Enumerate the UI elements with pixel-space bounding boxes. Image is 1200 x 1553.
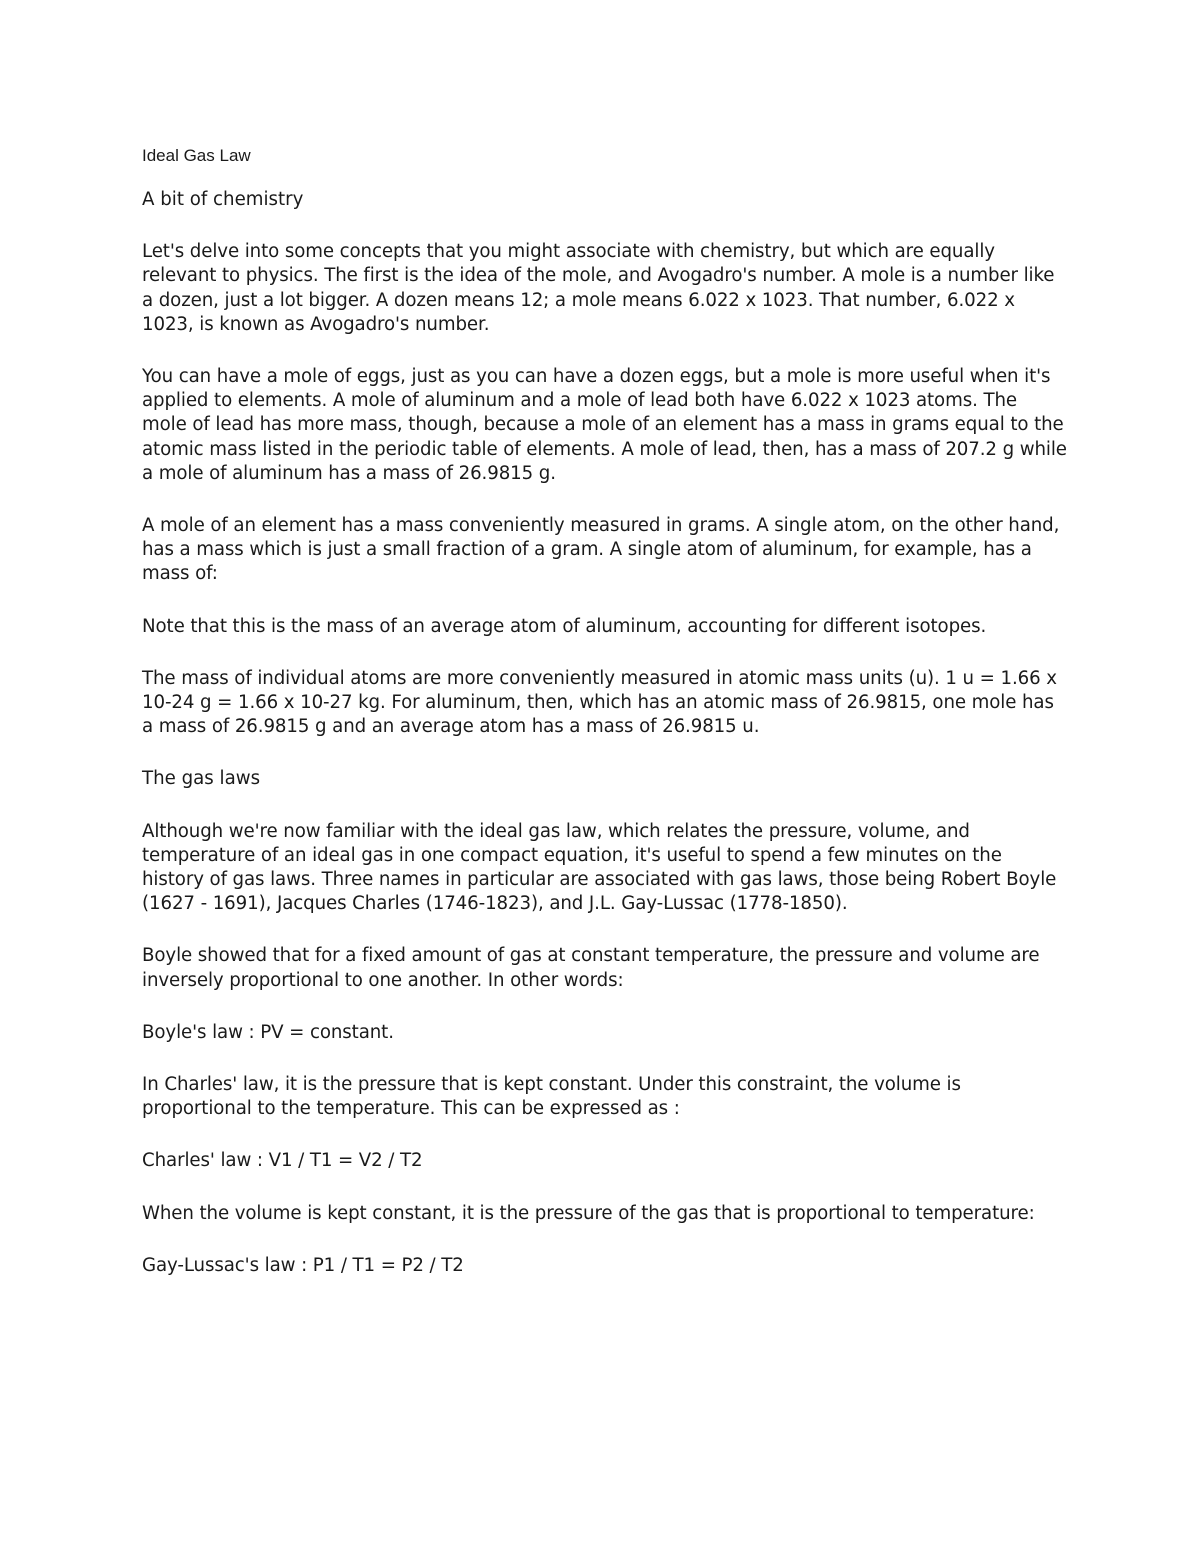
paragraph-atomic-mass-units: The mass of individual atoms are more conveniently measured in atomic mass units (u). 1 u = 1.66 x 10-24 g = 1.66 x 10-27 kg. For aluminum, then, which has an atomic mass of 26.9815, one mole has a mass of 26.9815 g and an average atom has a mass of 26.9815 u. <box>142 667 1057 738</box>
paragraph-mole-eggs: You can have a mole of eggs, just as you can have a dozen eggs, but a mole is more useful when it's applied to elements. A mole of aluminum and a mole of lead both have 6.022 x 1023 atoms. The mole of lead has more mass, though, because a mole of an element has a mass in grams equal to the atomic mass listed in the periodic table of elements. A mole of lead, then, has a mass of 207.2 g while a mole of aluminum has a mass of 26.9815 g. <box>142 366 1067 484</box>
equation-boyle-law: Boyle's law : PV = constant. <box>142 1021 394 1043</box>
document-title: Ideal Gas Law <box>142 146 251 165</box>
equation-gay-lussac-law: Gay-Lussac's law : P1 / T1 = P2 / T2 <box>142 1254 464 1276</box>
section-heading-chemistry: A bit of chemistry <box>142 189 304 210</box>
paragraph-gas-law-history: Although we're now familiar with the ideal gas law, which relates the pressure, volume, and temperature of an ideal gas in one compact equation, it's useful to spend a few minutes on the history of gas laws. Three names in particular are associated with gas laws, those being Robert Boyle (1627 - 1691), Jacques Charles (1746-1823), and J.L. Gay-Lussac (1778-1850). <box>142 820 1057 915</box>
paragraph-isotopes-note: Note that this is the mass of an average atom of aluminum, accounting for different isotopes. <box>142 615 987 637</box>
paragraph-atom-mass: A mole of an element has a mass conveniently measured in grams. A single atom, on the other hand, has a mass which is just a small fraction of a gram. A single atom of aluminum, for example, has a mass of: <box>142 515 1060 585</box>
section-heading-gas-laws: The gas laws <box>142 768 261 790</box>
document-page <box>142 140 1067 1306</box>
paragraph-boyle: Boyle showed that for a fixed amount of gas at constant temperature, the pressure and volume are inversely proportional to one another. In other words: <box>142 945 1040 991</box>
paragraph-gay-lussac: When the volume is kept constant, it is the pressure of the gas that is proportional to temperature: <box>142 1202 1035 1224</box>
paragraph-charles: In Charles' law, it is the pressure that is kept constant. Under this constraint, the volume is proportional to the temperature. This can be expressed as : <box>142 1074 961 1120</box>
equation-charles-law: Charles' law : V1 / T1 = V2 / T2 <box>142 1150 423 1172</box>
paragraph-mole-intro: Let's delve into some concepts that you might associate with chemistry, but which are equally relevant to physics. The first is the idea of the mole, and Avogadro's number. A mole is a number like a dozen, just a lot bigger. A dozen means 12; a mole means 6.022 x 1023. That number, 6.022 x 1023, is known as Avogadro's number. <box>142 241 1055 335</box>
